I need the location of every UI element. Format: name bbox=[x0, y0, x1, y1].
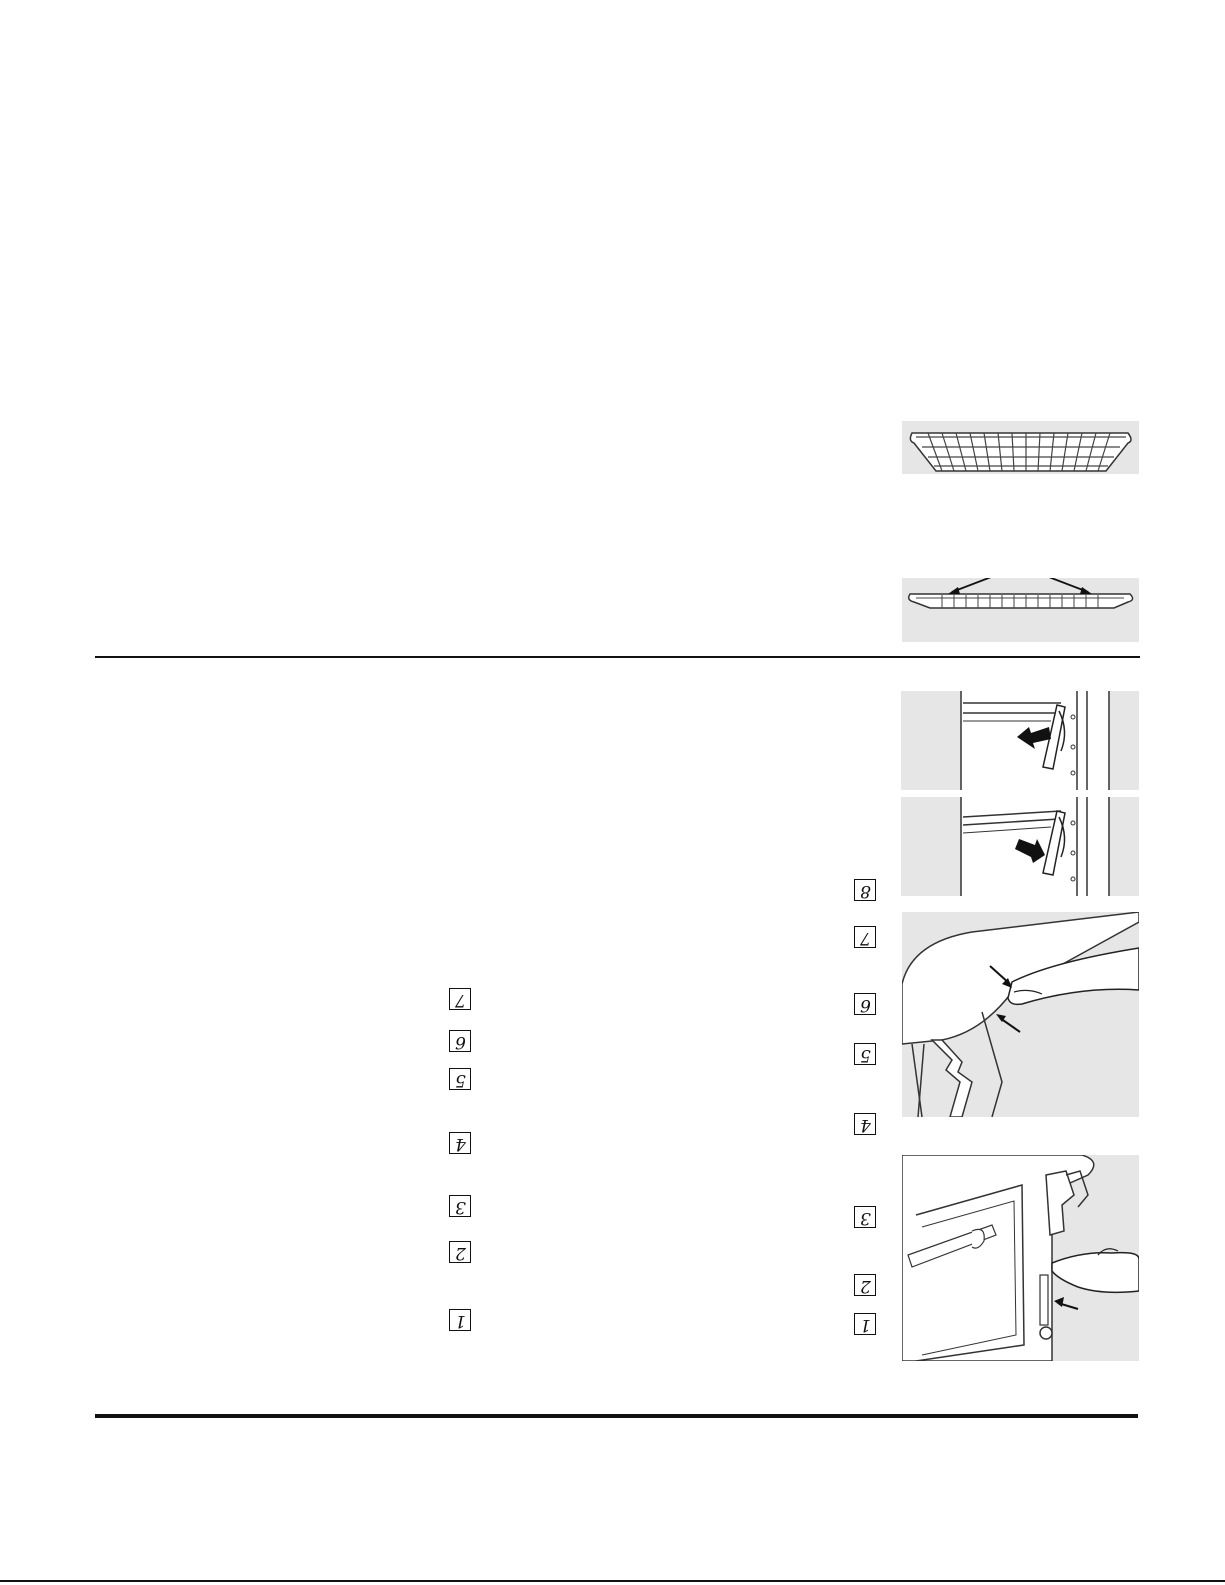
step-marker: 5 bbox=[854, 1043, 876, 1065]
step-marker: 5 bbox=[449, 1068, 471, 1090]
door-hinge-lift-icon bbox=[902, 912, 1139, 1117]
section-divider-top bbox=[95, 656, 1140, 658]
step-marker: 6 bbox=[449, 1030, 471, 1052]
door-hinge-lock-icon bbox=[902, 1155, 1139, 1361]
step-marker: 6 bbox=[854, 993, 876, 1015]
rack-side-view-icon bbox=[902, 578, 1139, 642]
step-marker: 3 bbox=[854, 1206, 876, 1228]
section-divider-bottom bbox=[95, 1414, 1138, 1418]
step-marker: 1 bbox=[854, 1313, 876, 1335]
step-marker: 4 bbox=[449, 1132, 471, 1154]
step-marker: 2 bbox=[449, 1241, 471, 1263]
page-bottom-line bbox=[0, 1580, 1225, 1582]
step-marker: 4 bbox=[854, 1113, 876, 1135]
step-marker: 3 bbox=[449, 1195, 471, 1217]
step-marker: 7 bbox=[449, 988, 471, 1010]
rack-support-push-icon bbox=[901, 797, 1139, 896]
oven-rack-icon bbox=[902, 421, 1139, 474]
step-marker: 2 bbox=[854, 1274, 876, 1296]
step-marker: 8 bbox=[854, 879, 876, 901]
rack-support-pull-icon bbox=[901, 691, 1139, 790]
step-marker: 1 bbox=[449, 1309, 471, 1331]
step-marker: 7 bbox=[854, 926, 876, 948]
